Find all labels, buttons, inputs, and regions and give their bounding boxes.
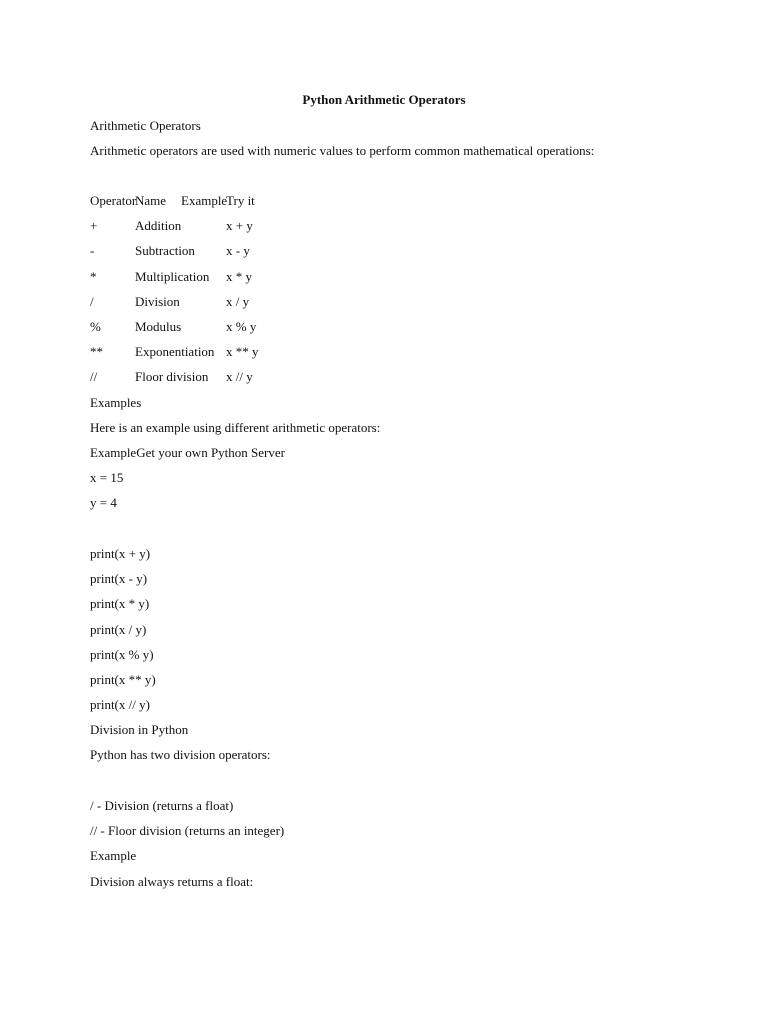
example-label: ExampleGet your own Python Server — [90, 445, 285, 460]
row-operator: + — [90, 218, 98, 233]
intro-paragraph: Arithmetic operators are used with numeric values to perform common mathematical operations: — [90, 143, 595, 158]
row-name: Division — [135, 294, 180, 309]
code-line: print(x + y) — [90, 546, 151, 561]
row-name: Exponentiation — [135, 344, 215, 359]
row-operator: ** — [90, 344, 103, 359]
code-line: print(x // y) — [90, 697, 150, 712]
row-example: x / y — [226, 294, 250, 309]
row-name: Subtraction — [135, 243, 195, 258]
code-line: y = 4 — [90, 495, 117, 510]
code-line: print(x - y) — [90, 571, 148, 586]
header-try-it: Try it — [226, 193, 255, 208]
row-example: x % y — [226, 319, 257, 334]
example-heading: Example — [90, 848, 137, 863]
row-example: x * y — [226, 269, 252, 284]
code-line: x = 15 — [90, 470, 124, 485]
row-example: x - y — [226, 243, 250, 258]
code-line: print(x % y) — [90, 647, 154, 662]
header-name: Name — [135, 193, 167, 208]
row-operator: * — [90, 269, 97, 284]
header-operator: Operator — [90, 193, 137, 208]
examples-heading: Examples — [90, 395, 142, 410]
example-text: Division always returns a float: — [90, 874, 254, 889]
row-operator: / — [90, 294, 94, 309]
header-example: Example — [181, 193, 228, 208]
row-name: Multiplication — [135, 269, 210, 284]
code-line: print(x / y) — [90, 622, 147, 637]
row-example: x + y — [226, 218, 253, 233]
row-operator: - — [90, 243, 95, 258]
code-line: print(x ** y) — [90, 672, 156, 687]
row-operator: % — [90, 319, 101, 334]
examples-intro: Here is an example using different arithmetic operators: — [90, 420, 381, 435]
row-example: x ** y — [226, 344, 259, 359]
list-item: / - Division (returns a float) — [90, 798, 234, 813]
document-title: Python Arithmetic Operators — [302, 92, 466, 107]
row-name: Modulus — [135, 319, 182, 334]
list-item: // - Floor division (returns an integer) — [90, 823, 285, 838]
code-line: print(x * y) — [90, 596, 150, 611]
row-name: Floor division — [135, 369, 209, 384]
row-operator: // — [90, 369, 98, 384]
division-heading: Division in Python — [90, 722, 189, 737]
row-example: x // y — [226, 369, 253, 384]
section-heading: Arithmetic Operators — [90, 118, 201, 133]
division-intro: Python has two division operators: — [90, 747, 271, 762]
row-name: Addition — [135, 218, 182, 233]
